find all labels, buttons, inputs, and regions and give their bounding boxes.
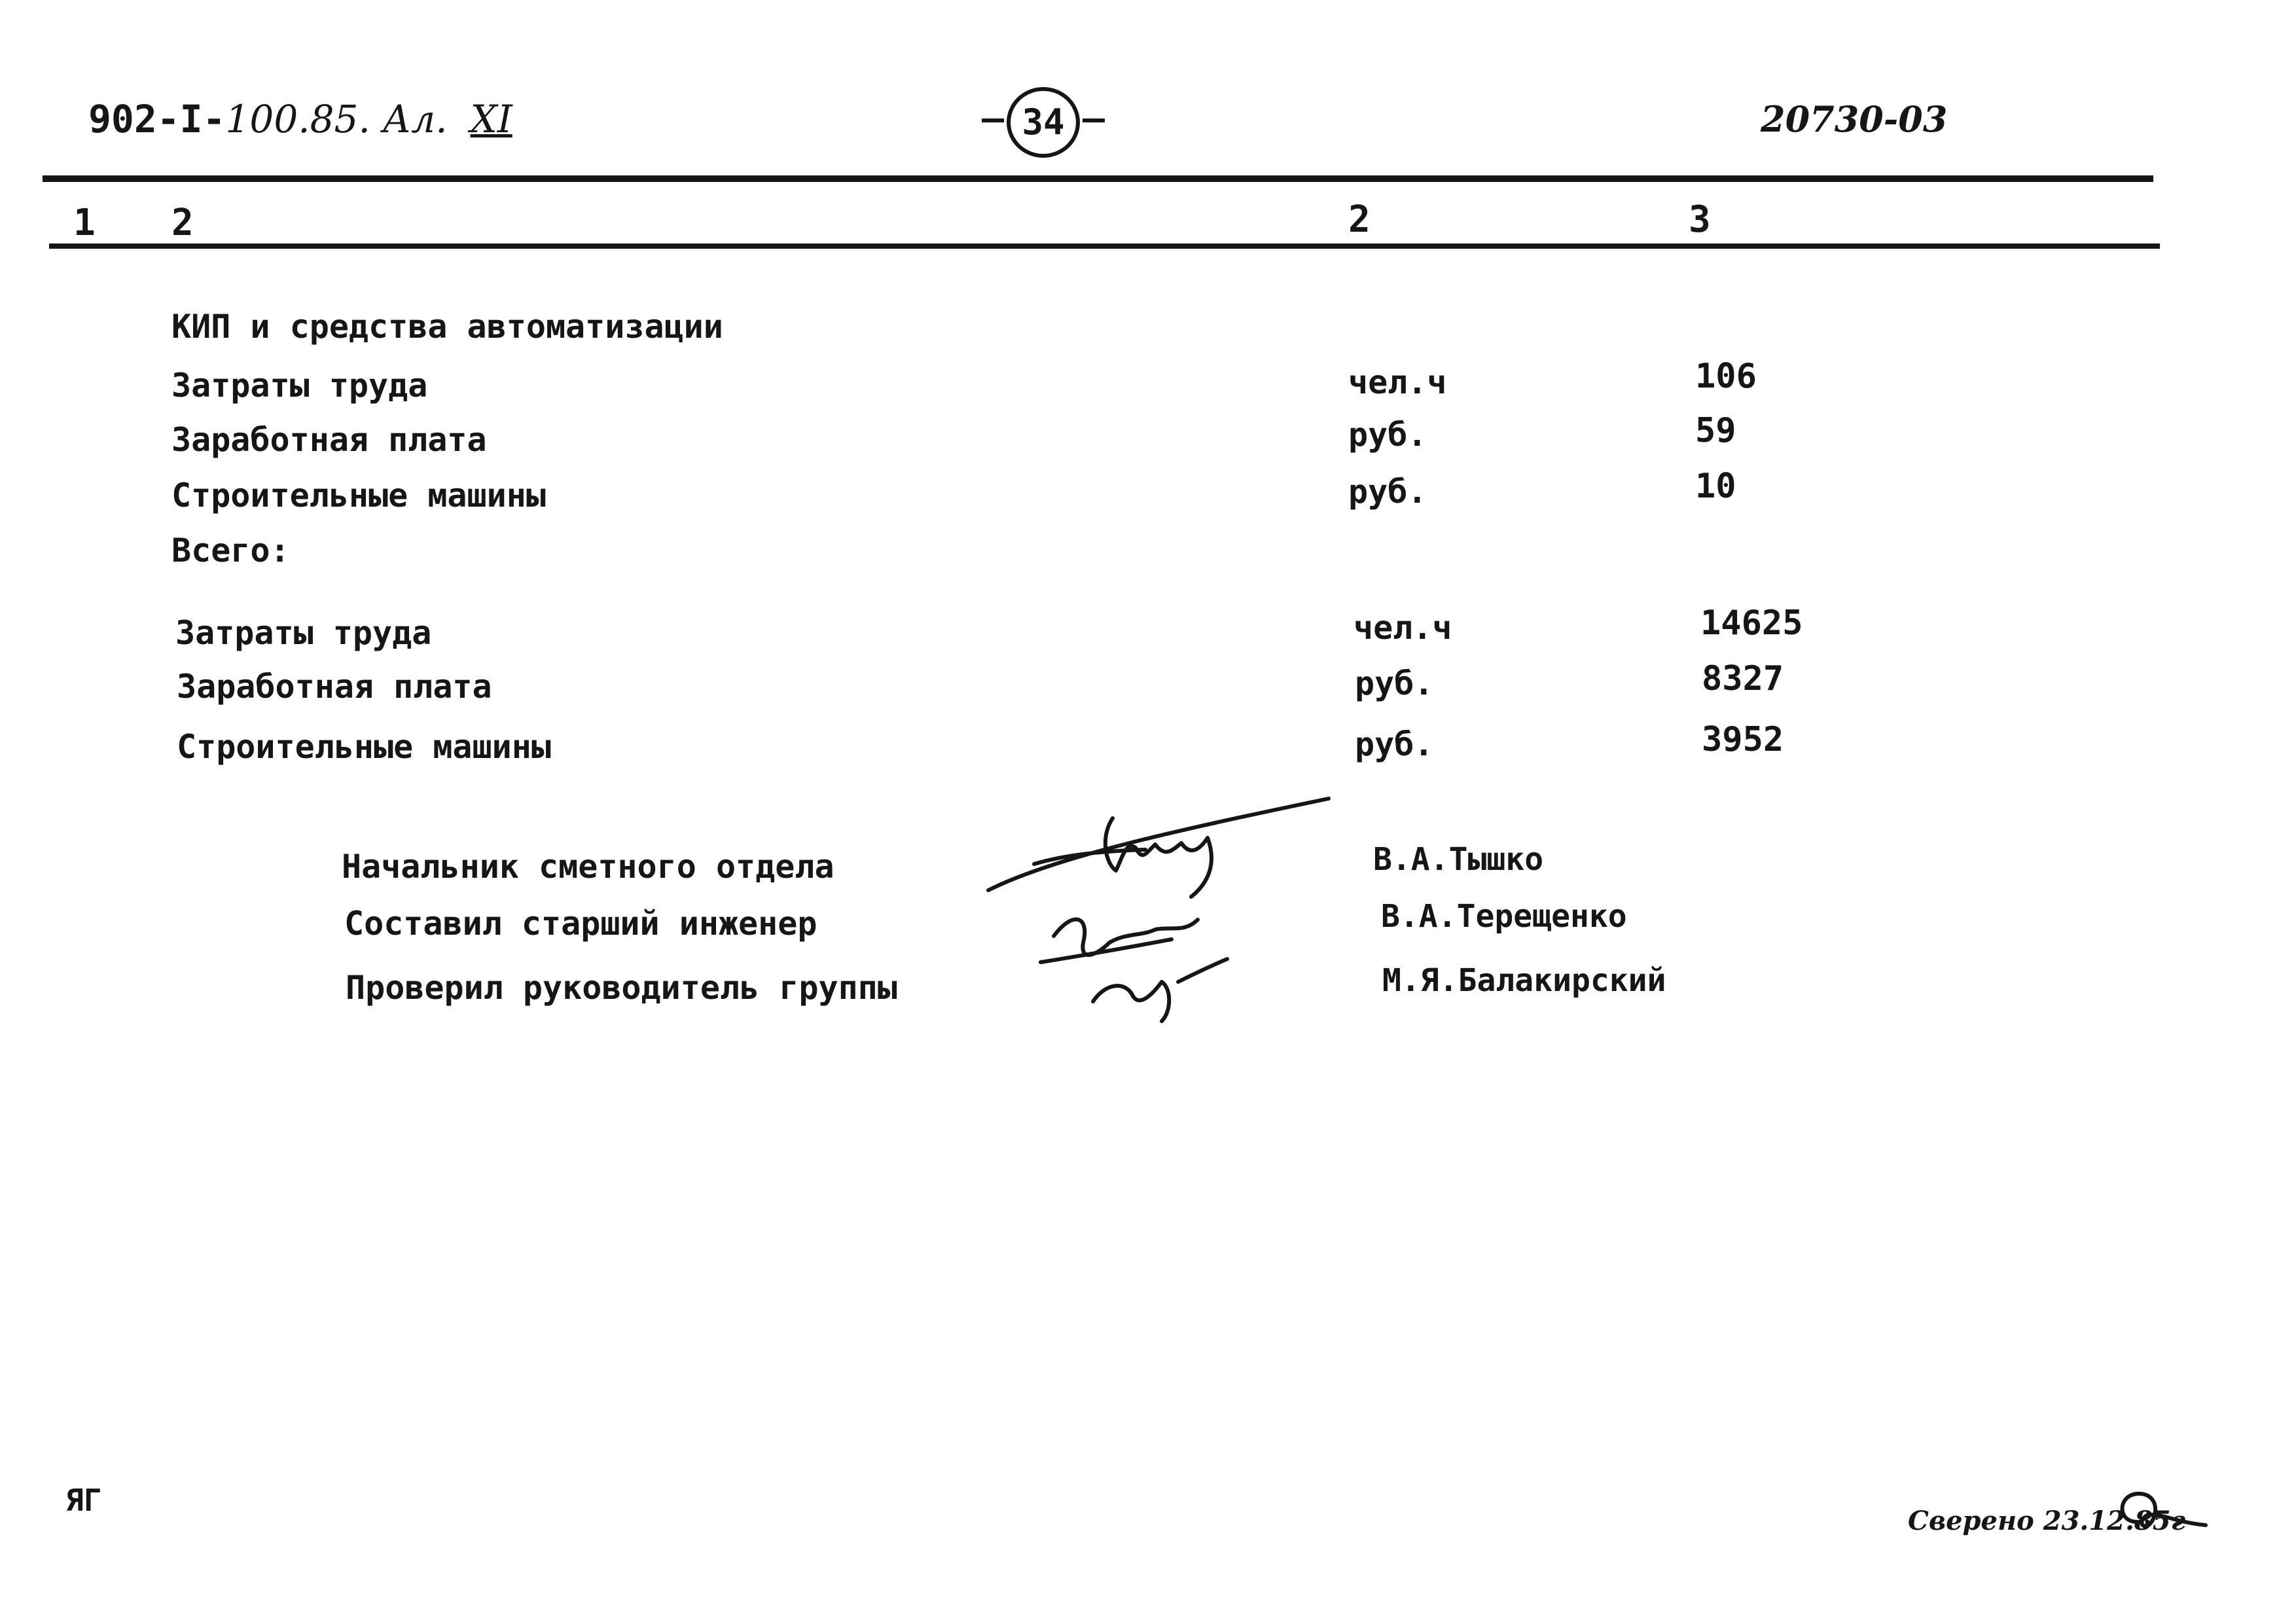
signature-name: В.А.Терещенко [1381,898,1627,935]
section-row-unit: руб. [1348,473,1427,511]
column-number-3: 2 [1348,198,1371,241]
signature-stroke-2b [1041,939,1172,962]
check-initials [2111,1486,2209,1545]
page-number-dash-right [1083,118,1105,122]
section-row-value: 106 [1695,357,1757,396]
signature-role: Составил старший инженер [344,905,817,943]
section-row-label: Затраты труда [171,367,428,405]
section-row-label: Строительные машины [171,477,546,514]
document-code-printed: 902-I- [88,97,226,141]
check-note: Сверено 23.12.85г [1908,1506,2186,1536]
album-number: XI [470,97,512,141]
signature-name: В.А.Тышко [1373,841,1544,878]
column-header-rule [49,244,2160,249]
total-row-value: 8327 [1702,659,1784,698]
page-number: 34 [1022,101,1065,143]
total-row-unit: руб. [1355,725,1434,763]
total-row-label: Заработная плата [177,668,492,706]
signature-stroke-1c [1105,818,1211,897]
header-rule [43,175,2153,182]
signature-role: Проверил руководитель группы [346,969,897,1007]
section-row-unit: чел.ч [1348,363,1447,401]
total-row-unit: чел.ч [1354,609,1452,647]
total-title: Всего: [171,532,290,569]
signature-role: Начальник сметного отдела [342,848,834,886]
total-row-label: Затраты труда [175,614,432,652]
section-row-value: 10 [1695,467,1736,506]
signature-stroke-1b [1034,850,1145,864]
document-code-handwritten: 100.85. Ал. [225,97,448,141]
total-row-unit: руб. [1355,664,1434,702]
footer-left-mark: ЯГ [65,1483,102,1518]
section-row-label: Заработная плата [171,421,487,459]
column-number-4: 3 [1689,198,1711,241]
total-row-value: 3952 [1702,720,1784,759]
handwritten-signatures [975,785,1342,1034]
column-number-2: 2 [171,202,194,244]
section-row-unit: руб. [1348,416,1427,454]
signature-name: М.Я.Балакирский [1382,962,1666,999]
signature-stroke-3 [1093,959,1227,1021]
page-number-block [982,82,1113,160]
registration-number: 20730-03 [1761,98,1948,140]
total-row-label: Строительные машины [177,728,551,766]
section-title: КИП и средства автоматизации [171,308,723,346]
section-row-value: 59 [1695,411,1736,450]
total-row-value: 14625 [1700,604,1803,643]
document-code [88,97,512,141]
signature-stroke-1 [988,799,1329,890]
page-number-dash-left [982,118,1004,122]
column-number-1: 1 [73,202,96,244]
